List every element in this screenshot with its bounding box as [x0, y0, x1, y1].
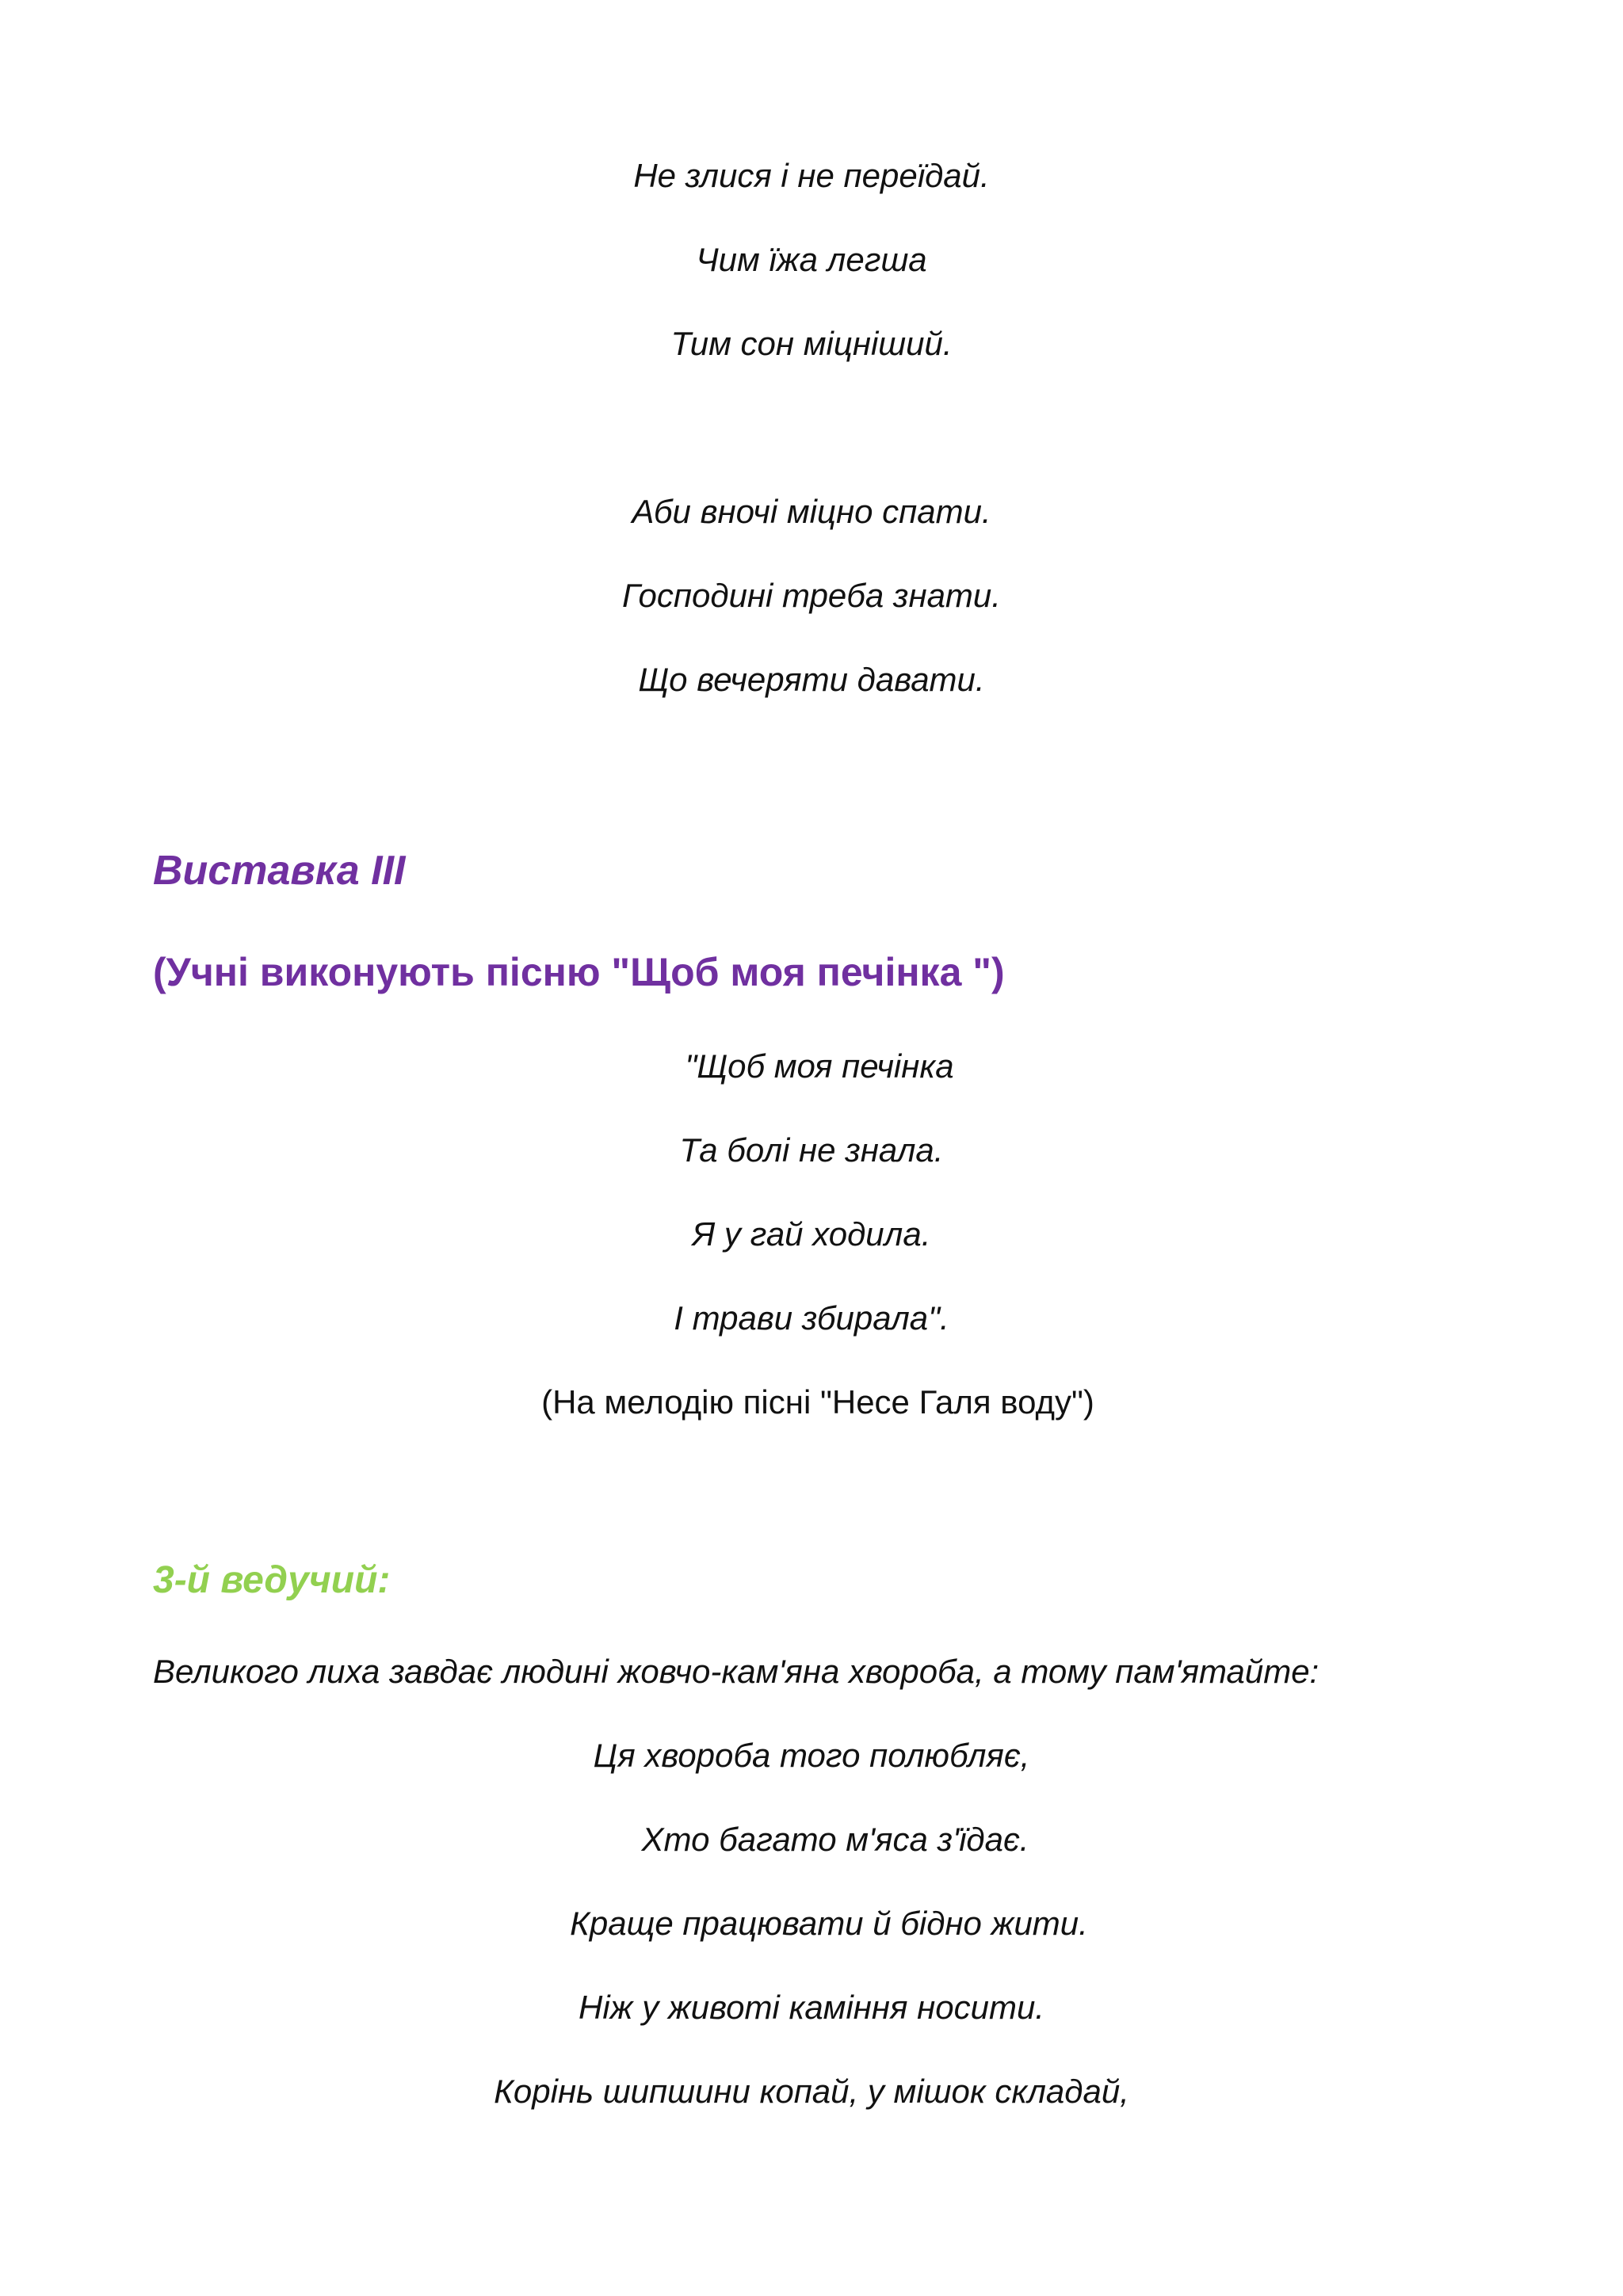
speaker-intro: Великого лиха завдає людині жовчо-кам'яна хвороба, а тому пам'ятайте: [153, 1653, 1319, 1690]
verse-line: Краще працювати й бідно жити. [570, 1905, 1088, 1942]
verse-line: Корінь шипшини копай, у мішок складай, [494, 2073, 1129, 2110]
verse-line: Аби вночі міцно спати. [632, 493, 991, 530]
verse-line: Ніж у животі каміння носити. [579, 1989, 1044, 2026]
verse-line: Господині треба знати. [622, 577, 1001, 614]
verse-line: Не злися і не переїдай. [633, 157, 990, 194]
speaker-label: 3-й ведучий: [153, 1559, 391, 1601]
verse-line: Ця хвороба того полюбляє, [593, 1737, 1030, 1774]
song-line: Я у гай ходила. [692, 1215, 931, 1253]
section-subtitle: (Учні виконують пісню "Щоб моя печінка ") [153, 950, 1005, 994]
verse-line: Хто багато м'яса з'їдає. [641, 1821, 1029, 1858]
song-note: (На мелодію пісні "Несе Галя воду") [541, 1383, 1094, 1421]
section-title: Виставка ІІІ [153, 848, 406, 894]
song-line: "Щоб моя печінка [685, 1047, 954, 1085]
song-line: Та болі не знала. [679, 1131, 944, 1169]
verse-line: Чим їжа легша [696, 241, 927, 278]
verse-line: Що вечеряти давати. [638, 661, 985, 698]
song-line: І трави збирала". [674, 1299, 949, 1337]
verse-line: Тим сон міцніший. [670, 325, 953, 362]
